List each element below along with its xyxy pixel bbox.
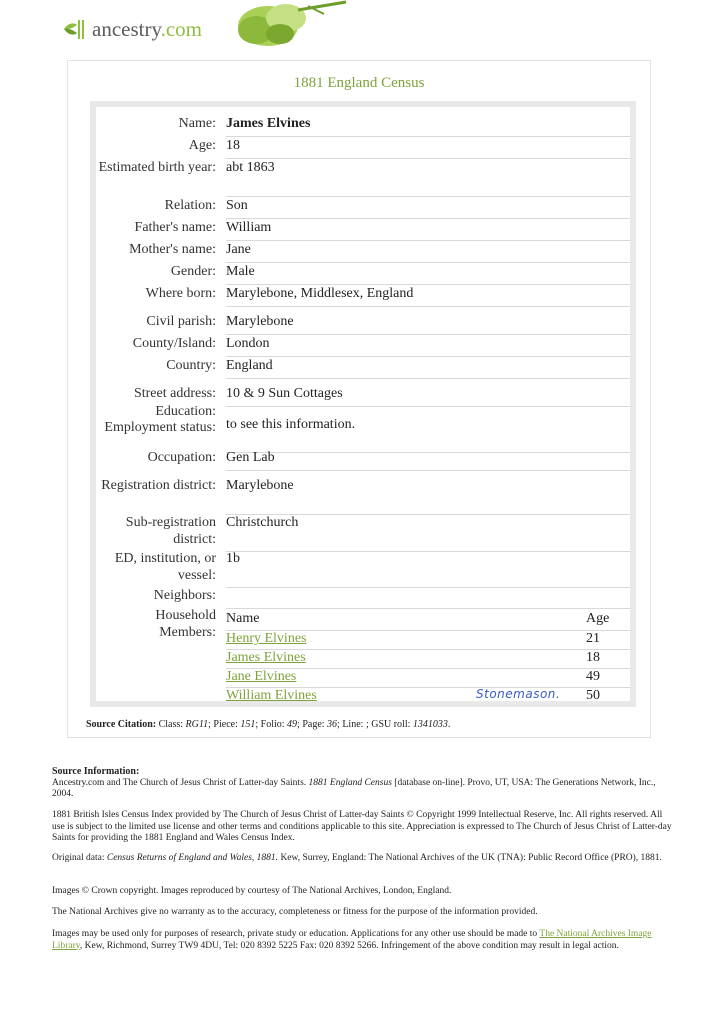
record-card <box>67 60 651 738</box>
citation-class-label: Class: <box>158 719 184 730</box>
field-label: Registration district: <box>101 478 216 493</box>
national-archives-link[interactable]: The National Archives Image Library <box>52 929 652 951</box>
source-text: Original data: <box>52 853 105 863</box>
field-value: James Elvines <box>226 116 311 131</box>
field-label: Gender: <box>170 264 216 279</box>
citation-label: Source Citation: <box>86 719 157 730</box>
field-value: William <box>226 220 272 235</box>
field-value: Marylebone <box>226 478 294 493</box>
field-divider <box>226 306 630 307</box>
source-text: Images may be used only for purposes of research, private study or education. Applications for any other use should be made to <box>52 929 538 939</box>
field-label: Occupation: <box>147 450 216 465</box>
citation-gsu: 1341033 <box>412 719 448 730</box>
citation-page-label: Page: <box>302 719 325 730</box>
record-panel <box>90 101 636 707</box>
field-label: Employment status: <box>104 420 216 435</box>
citation-folio: 49 <box>287 719 298 730</box>
field-value: Marylebone, Middlesex, England <box>226 286 414 301</box>
source-text: [database on-line]. Provo, UT, USA: The Generations Network, Inc., 2004. <box>52 777 656 799</box>
source-info-paragraph <box>52 929 672 952</box>
ancestry-logo[interactable] <box>62 14 202 44</box>
field-label: Civil parish: <box>146 314 216 329</box>
source-info-paragraph: Images © Crown copyright. Images reproduced by courtesy of The National Archives, London, England. <box>52 886 452 896</box>
source-info-paragraph: The National Archives give no warranty as to the accuracy, completeness or fitness for the purpose of the information provided. <box>52 907 538 917</box>
record-title: 1881 England Census <box>293 75 425 91</box>
field-divider <box>226 470 630 471</box>
household-name-header: Name <box>226 611 260 626</box>
source-info-paragraph: 1881 British Isles Census Index provided by The Church of Jesus Christ of Latter-day Saints © Copyright 1999 Intellectual Reserve, Inc. All rights reserved. All use is subject to the limited use license and other terms and conditions applicable to this site. Appreciation is expressed to The Church of Jesus Christ of Latter-day Saints for providing the 1881 England and Wales Census Index. <box>52 810 672 843</box>
source-info-title: Source Information: <box>52 766 140 777</box>
field-label: Sub-registration district: <box>125 515 216 547</box>
field-label: Mother's name: <box>129 242 216 257</box>
leaf-logo-icon <box>62 17 88 41</box>
field-label: Father's name: <box>134 220 216 235</box>
field-value: Christchurch <box>226 515 299 530</box>
field-label: Education: <box>155 404 216 419</box>
field-label: County/Island: <box>132 336 216 351</box>
household-member-age: 50 <box>586 688 600 703</box>
household-member-age: 21 <box>586 631 600 646</box>
household-member-row <box>226 650 630 669</box>
household-age-header: Age <box>586 611 610 626</box>
field-value: Gen Lab <box>226 450 275 465</box>
source-info-paragraph <box>52 778 672 801</box>
field-value: London <box>226 336 270 351</box>
field-divider <box>226 608 630 609</box>
field-label: Neighbors: <box>153 588 216 603</box>
brand-suffix: .com <box>160 16 203 41</box>
citation-folio-label: Folio: <box>260 719 285 730</box>
field-divider <box>226 406 630 407</box>
source-original-title: Census Returns of England and Wales, 1881. <box>106 853 279 863</box>
field-value: 10 & 9 Sun Cottages <box>226 386 343 401</box>
field-value: abt 1863 <box>226 160 275 175</box>
field-divider <box>226 587 630 588</box>
field-value: Jane <box>226 242 251 257</box>
citation-gsu-label: GSU roll: <box>371 719 411 730</box>
field-label: Relation: <box>164 198 216 213</box>
household-member-row <box>226 688 630 707</box>
household-member-row <box>226 669 630 688</box>
field-label: Country: <box>166 358 216 373</box>
household-member-row <box>226 631 630 650</box>
field-value: 1b <box>226 551 240 566</box>
field-value: England <box>226 358 273 373</box>
field-divider <box>226 378 630 379</box>
leaves-decoration-icon <box>228 0 348 48</box>
field-label: Household Members: <box>155 608 216 640</box>
citation-piece: 151 <box>240 719 256 730</box>
source-citation: Source Citation: Class: RG11; Piece: 151; Folio: 49; Page: 36; Line: ; GSU roll: 1341033. <box>86 719 451 730</box>
field-value: Son <box>226 198 248 213</box>
household-member-age: 18 <box>586 650 600 665</box>
brand-name: ancestry <box>92 16 161 41</box>
source-text: Ancestry.com and The Church of Jesus Christ of Latter-day Saints. <box>52 777 307 788</box>
handwritten-annotation: Stonemason. <box>476 687 561 701</box>
source-information <box>52 766 672 801</box>
source-text: , Kew, Richmond, Surrey TW9 4DU, Tel: 020 8392 5225 Fax: 020 8392 5266. Infringement of the above condition may result in legal action. <box>79 940 619 951</box>
field-value: to see this information. <box>226 417 356 432</box>
field-value: 18 <box>226 138 240 153</box>
household-member-link[interactable]: Jane Elvines <box>226 669 297 684</box>
citation-piece-label: Piece: <box>213 719 238 730</box>
household-member-age: 49 <box>586 669 600 684</box>
household-member-link[interactable]: James Elvines <box>226 650 306 665</box>
source-info-paragraph <box>52 853 672 865</box>
citation-class: RG11 <box>185 719 209 730</box>
field-label: Where born: <box>145 286 216 301</box>
field-label: Estimated birth year: <box>98 160 216 175</box>
field-value: Marylebone <box>226 314 294 329</box>
household-member-link[interactable]: William Elvines <box>226 688 317 703</box>
field-label: Name: <box>178 116 216 131</box>
field-label: Age: <box>188 138 216 153</box>
field-label: ED, institution, or vessel: <box>114 551 216 583</box>
citation-page: 36 <box>327 719 338 730</box>
source-text: Kew, Surrey, England: The National Archives of the UK (TNA): Public Record Office (PRO), 1881. <box>280 853 662 863</box>
citation-line-label: Line: <box>342 719 364 730</box>
source-database-title: 1881 England Census <box>308 777 392 788</box>
field-label: Street address: <box>133 386 216 401</box>
household-member-link[interactable]: Henry Elvines <box>226 631 307 646</box>
field-value: Male <box>226 264 255 279</box>
